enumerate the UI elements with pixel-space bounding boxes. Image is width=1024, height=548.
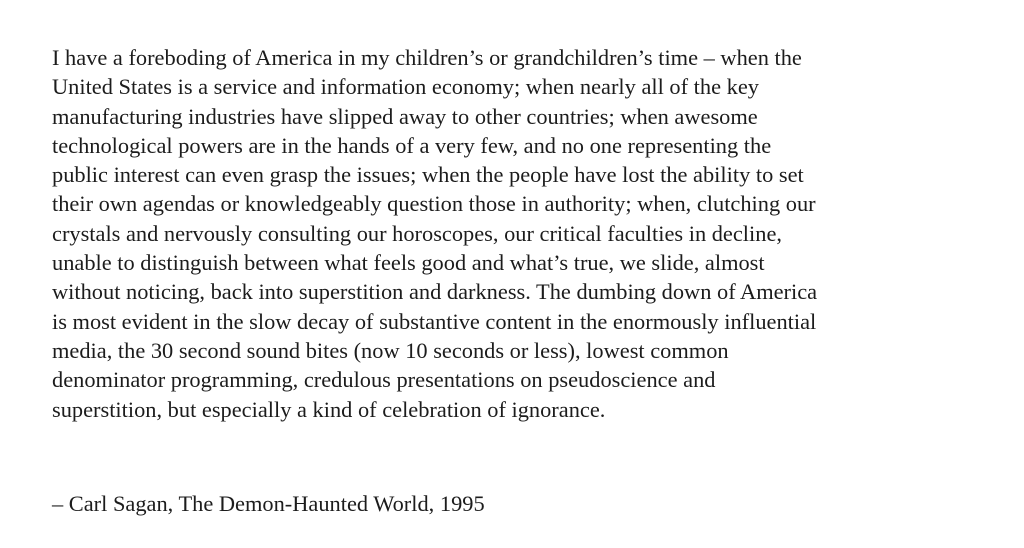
quote-line: I have a foreboding of America in my children’s or grandchildren’s time – when the bbox=[52, 45, 802, 70]
quote-line: technological powers are in the hands of a very few, and no one representing the bbox=[52, 132, 772, 158]
quote-attribution: – Carl Sagan, The Demon-Haunted World, 1995 bbox=[52, 491, 485, 516]
quote-paragraph bbox=[52, 43, 992, 424]
quote-line: denominator programming, credulous presentations on pseudoscience and bbox=[52, 367, 716, 393]
quote-line: manufacturing industries have slipped away to other countries; when awesome bbox=[52, 103, 758, 129]
quote-line: crystals and nervously consulting our horoscopes, our critical faculties in decline, bbox=[52, 220, 782, 246]
quote-line: media, the 30 second sound bites (now 10 seconds or less), lowest common bbox=[52, 337, 729, 363]
quote-line: United States is a service and information economy; when nearly all of the key bbox=[52, 74, 759, 100]
quote-line: unable to distinguish between what feels good and what’s true, we slide, almost bbox=[52, 250, 765, 276]
quote-line: public interest can even grasp the issues; when the people have lost the ability to set bbox=[52, 162, 804, 188]
quote-line: without noticing, back into superstition and darkness. The dumbing down of America bbox=[52, 279, 818, 305]
quote-line: their own agendas or knowledgeably question those in authority; when, clutching our bbox=[52, 191, 816, 217]
quote-line: superstition, but especially a kind of celebration of ignorance. bbox=[52, 396, 606, 422]
quote-line: is most evident in the slow decay of substantive content in the enormously influential bbox=[52, 308, 817, 334]
